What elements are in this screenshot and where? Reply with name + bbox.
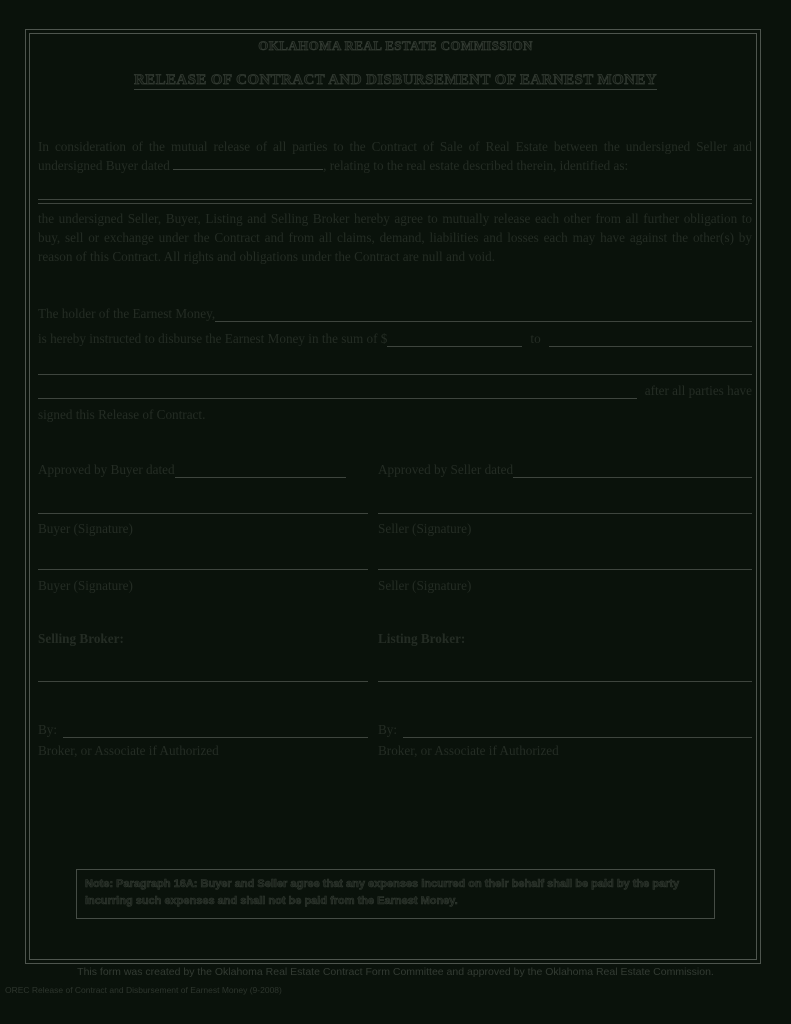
footer-committee-line: This form was created by the Oklahoma Real Estate Contract Form Committee and approved by the Oklahoma Real Estate Commission. [77, 966, 714, 978]
commission-header: OKLAHOMA REAL ESTATE COMMISSION [258, 38, 533, 53]
intro-text-before-date: In consideration of the mutual release of all parties to the Contract of Sale of Real Estate between the undersigned Seller and undersigned Buyer dated [38, 139, 752, 173]
listing-broker-name-line[interactable] [378, 681, 752, 682]
earnest-holder-label: The holder of the Earnest Money, [38, 306, 216, 321]
listing-broker-label: Listing Broker: [378, 631, 466, 646]
signed-release-label: signed this Release of Contract. [38, 407, 206, 422]
note-box [76, 869, 715, 919]
listing-broker-by-field[interactable] [403, 723, 752, 738]
selling-broker-label: Selling Broker: [38, 631, 124, 646]
seller-signature-label-2: Seller (Signature) [378, 578, 472, 593]
form-title-text: RELEASE OF CONTRACT AND DISBURSEMENT OF EARNEST MONEY [133, 72, 658, 88]
buyer-signature-label-1: Buyer (Signature) [38, 521, 133, 536]
earnest-holder-field[interactable] [215, 307, 752, 322]
release-paragraph: the undersigned Seller, Buyer, Listing and Selling Broker hereby agree to mutually release each other from all further obligation to buy, sell or exchange under the Contract and from all claims, demand, liabilities and losses each may have against the other(s) by reason of this Contract. All rights and obligations under the Contract are null and void. [38, 211, 752, 264]
buyer-approved-label: Approved by Buyer dated [38, 462, 175, 477]
buyer-signature-line-1[interactable] [38, 513, 368, 514]
disburse-row [38, 331, 752, 347]
seller-signature-line-1[interactable] [378, 513, 752, 514]
seller-approved-date-field[interactable] [513, 463, 752, 478]
intro-text-after-date: , relating to the real estate described therein, identified as: [323, 158, 629, 173]
selling-broker-name-line[interactable] [38, 681, 368, 682]
buyer-approved-date-field[interactable] [175, 463, 346, 478]
selling-broker-associate-label: Broker, or Associate if Authorized [38, 743, 219, 758]
footer-form-id-line: OREC Release of Contract and Disbursement of Earnest Money (9-2008) [5, 985, 282, 995]
seller-signature-label-1: Seller (Signature) [378, 521, 472, 536]
form-title [0, 72, 791, 89]
seller-signature-line-2[interactable] [378, 569, 752, 570]
property-identification-line-1[interactable] [38, 199, 752, 200]
selling-broker-by-field[interactable] [63, 723, 368, 738]
buyer-signature-label-2: Buyer (Signature) [38, 578, 133, 593]
earnest-holder-row [38, 306, 752, 322]
after-parties-row [38, 383, 752, 399]
buyer-approved-row [38, 461, 368, 478]
buyer-signature-line-2[interactable] [38, 569, 368, 570]
intro-paragraph [38, 137, 752, 175]
contract-date-field[interactable] [173, 158, 323, 170]
listing-broker-by-label: By: [378, 722, 398, 737]
property-identification-line-2[interactable] [38, 203, 752, 204]
payee-field-line-3[interactable] [38, 384, 637, 399]
payee-field-line-2[interactable] [38, 374, 752, 375]
to-label: to [530, 331, 541, 346]
seller-approved-row [378, 461, 752, 478]
selling-broker-by-row [38, 722, 368, 738]
disburse-label: is hereby instructed to disburse the Earnest Money in the sum of $ [38, 331, 388, 346]
listing-broker-associate-label: Broker, or Associate if Authorized [378, 743, 559, 758]
after-parties-label: after all parties have [644, 383, 752, 398]
selling-broker-by-label: By: [38, 722, 58, 737]
listing-broker-by-row [378, 722, 752, 738]
amount-field[interactable] [387, 332, 522, 347]
note-text: Note: Paragraph 16A: Buyer and Seller agree that any expenses incurred on their behalf shall be paid by the party incurring such expenses and shall not be paid from the Earnest Money. [85, 878, 680, 907]
seller-approved-label: Approved by Seller dated [378, 462, 514, 477]
payee-field-line-1[interactable] [549, 332, 752, 347]
